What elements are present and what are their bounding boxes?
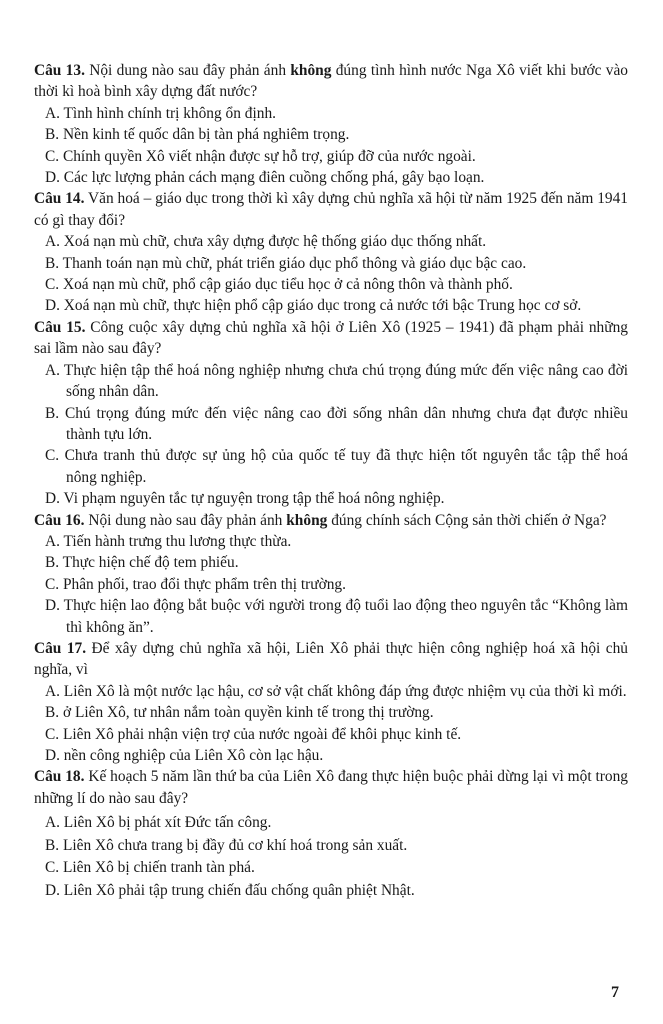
option-b: B. Chú trọng đúng mức đến việc nâng cao đời sống nhân dân nhưng chưa đạt được nhiều thành tựu lớn. [45,404,628,443]
stem-text-after: đúng tình hình nước Nga Xô viết khi bước vào thời kì hoà bình xây dựng đất nước? [34,62,628,101]
option-d: D. Vi phạm nguyên tắc tự nguyện trong tập thể hoá nông nghiệp. [45,490,445,508]
option-d: D. Các lực lượng phản cách mạng điên cuồng chống phá, gây bạo loạn. [45,169,485,187]
stem-text: Văn hoá – giáo dục trong thời kì xây dựng chủ nghĩa xã hội từ năm 1925 đến năm 1941 có gì thay đổi? [34,190,628,229]
question-stem [34,510,628,531]
question-stem [34,60,628,103]
option-a: A. Tiến hành trưng thu lương thực thừa. [45,532,292,550]
option-b: B. ở Liên Xô, tư nhân nắm toàn quyền kinh tế trong thị trường. [45,704,434,722]
question-number: Câu 17. [34,639,87,657]
option-d: D. Liên Xô phải tập trung chiến đấu chống quân phiệt Nhật. [45,882,415,899]
stem-text: Công cuộc xây dựng chủ nghĩa xã hội ở Liên Xô (1925 – 1941) đã phạm phải những sai lầm nào sau đây? [34,318,628,358]
option-b: B. Thực hiện chế độ tem phiếu. [45,554,239,572]
stem-bold-text: không [286,511,328,529]
option-c: C. Chính quyền Xô viết nhận được sự hỗ trợ, giúp đỡ của nước ngoài. [45,147,476,165]
question-14 [34,188,628,316]
stem-text-after: đúng chính sách Cộng sản thời chiến ở Nga? [331,511,607,529]
option-a: A. Liên Xô là một nước lạc hậu, cơ sở vật chất không đáp ứng được nhiệm vụ của thời kì mới. [45,682,627,700]
option-b: B. Thanh toán nạn mù chữ, phát triển giáo dục phổ thông và giáo dục bậc cao. [45,254,527,272]
page-number: 7 [611,984,619,1001]
question-number: Câu 13. [34,62,85,79]
option-c: C. Liên Xô bị chiến tranh tàn phá. [45,859,255,877]
question-17 [34,638,628,766]
question-list [34,60,628,903]
option-a: A. Tình hình chính trị không ổn định. [45,104,276,122]
option-c: C. Chưa tranh thủ được sự ủng hộ của quốc tế tuy đã thực hiện tốt nguyên tắc tập thể hoá nông nghiệp. [45,447,628,486]
option-list [34,531,628,638]
option-b: B. Liên Xô chưa trang bị đầy đủ cơ khí hoá trong sản xuất. [45,836,408,854]
option-list [34,812,628,902]
option-b: B. Nền kinh tế quốc dân bị tàn phá nghiêm trọng. [45,126,350,144]
option-a: A. Liên Xô bị phát xít Đức tấn công. [45,814,272,832]
stem-text: Để xây dựng chủ nghĩa xã hội, Liên Xô phải thực hiện công nghiệp hoá xã hội chủ nghĩa, vì [34,639,628,679]
option-a: A. Thực hiện tập thể hoá nông nghiệp nhưng chưa chú trọng đúng mức đến việc nâng cao đời sống nhân dân. [45,361,628,401]
question-15 [34,317,628,510]
option-d: D. nền công nghiệp của Liên Xô còn lạc hậu. [45,747,324,764]
stem-text: Nội dung nào sau đây phản ánh [89,62,287,79]
option-d: D. Thực hiện lao động bắt buộc với người trong độ tuổi lao động theo nguyên tắc “Không làm thì không ăn”. [45,597,628,636]
question-number: Câu 18. [34,768,85,786]
option-c: C. Phân phối, trao đổi thực phẩm trên thị trường. [45,575,346,593]
question-number: Câu 15. [34,318,86,336]
question-stem [34,188,628,231]
option-list [34,231,628,317]
question-16 [34,510,628,638]
option-a: A. Xoá nạn mù chữ, chưa xây dựng được hệ thống giáo dục thống nhất. [45,233,487,251]
question-18 [34,766,628,902]
option-list [34,360,628,510]
option-list [34,681,628,767]
option-c: C. Xoá nạn mù chữ, phổ cập giáo dục tiểu học ở cả nông thôn và thành phố. [45,276,513,294]
question-13 [34,60,628,188]
question-stem [34,766,628,809]
stem-bold-text: không [290,62,332,79]
stem-text: Nội dung nào sau đây phản ánh [88,511,283,529]
option-d: D. Xoá nạn mù chữ, thực hiện phổ cập giáo dục trong cả nước tới bậc Trung học cơ sở. [45,297,582,315]
question-stem [34,638,628,681]
stem-text: Kế hoạch 5 năm lần thứ ba của Liên Xô đang thực hiện buộc phải dừng lại vì một trong những lí do nào sau đây? [34,768,628,807]
option-list [34,103,628,189]
question-stem [34,317,628,360]
option-c: C. Liên Xô phải nhận viện trợ của nước ngoài để khôi phục kinh tế. [45,725,462,743]
question-number: Câu 14. [34,190,85,208]
question-number: Câu 16. [34,511,85,529]
